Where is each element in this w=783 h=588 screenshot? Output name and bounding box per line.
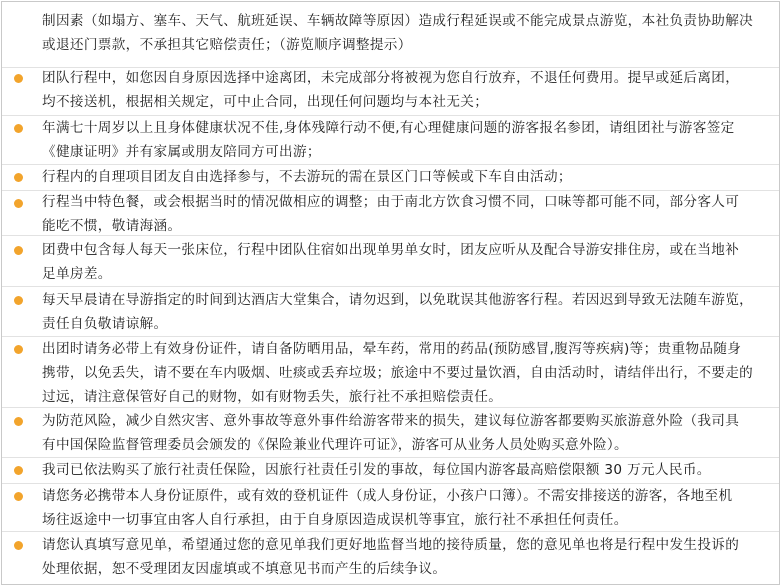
notice-item [2,532,779,585]
notice-text [42,116,774,164]
notice-line: 或退还门票款，不承担其它赔偿责任；（游览顺序调整提示） [42,37,412,53]
notice-text [42,409,774,457]
notice-item [2,2,779,68]
bullet-icon [14,124,23,133]
bullet-icon [14,466,23,475]
notice-item [2,165,779,191]
notice-item [2,191,779,236]
notice-line: 场往返途中一切事宜由客人自行承担，由于自身原因造成误机等事宜，旅行社不承担任何责任。 [42,512,628,528]
notice-text [42,484,774,532]
notice-line: 携带，以免丢失，请不要在车内吸烟、吐痰或丢弃垃圾；旅途中不要过量饮酒，自由活动时，请结伴出行，不要走的 [42,365,754,381]
notice-line: 行程当中特色餐，或会根据当时的情况做相应的调整；由于南北方饮食习惯不同，口味等都可能不同，部分客人可 [42,194,740,210]
notice-line: 出团时请务必带上有效身份证件，请自备防晒用品，晕车药，常用的药品(预防感冒,腹泻等疾病)等；贵重物品随身 [42,341,742,357]
notice-text [42,337,774,409]
notice-line: 能吃不惯，敬请海涵。 [42,218,182,234]
bullet-icon [14,417,23,426]
notice-item [2,116,779,165]
bullet-icon [14,246,23,255]
notice-panel [1,1,780,585]
notice-item [2,458,779,484]
notice-line: 年满七十周岁以上且身体健康状况不佳,身体残障行动不便,有心理健康问题的游客报名参团，请组团社与游客签定 [42,120,735,136]
notice-line: 均不接送机，根据相关规定，可中止合同，出现任何问题均与本社无关； [42,94,489,110]
notice-item [2,287,779,337]
notice-line: 请您认真填写意见单，希望通过您的意见单我们更好地监督当地的接待质量，您的意见单也将是行程中发生投诉的 [42,537,740,553]
notice-item [2,236,779,287]
notice-text [42,66,774,114]
notice-line: 处理依据，恕不受理团友因虚填或不填意见书而产生的后续争议。 [42,561,447,577]
notice-line: 为防范风险，减少自然灾害、意外事故等意外事件给游客带来的损失，建议每位游客都要购买旅游意外险（我司具 [42,413,740,429]
notice-line: 足单房差。 [42,266,112,282]
notice-text [42,9,774,57]
notice-text [42,238,774,286]
notice-line: 制因素（如塌方、塞车、天气、航班延误、车辆故障等原因）造成行程延误或不能完成景点游览，本社负责协助解决 [42,13,754,29]
bullet-icon [14,74,23,83]
notice-text [42,288,774,336]
notice-item [2,337,779,408]
notice-line: 请您务必携带本人身份证原件，或有效的登机证件（成人身份证，小孩户口簿）。不需安排接送的游客，各地至机 [42,488,733,504]
notice-line: 过远，请注意保管好自己的财物，如有财物丢失，旅行社不承担赔偿责任。 [42,389,503,405]
notice-line: 每天早晨请在导游指定的时间到达酒店大堂集合，请勿迟到，以免耽误其他游客行程。若因迟到导致无法随车游览， [42,292,754,308]
notice-text [42,458,774,482]
notice-text [42,165,774,189]
bullet-icon [14,199,23,208]
bullet-icon [14,345,23,354]
notice-line: 团队行程中，如您因自身原因选择中途离团，未完成部分将被视为您自行放弃，不退任何费用。提早或延后离团， [42,70,740,86]
notice-text [42,533,774,581]
bullet-icon [14,541,23,550]
notice-line: 团费中包含每人每天一张床位，行程中团队住宿如出现单男单女时，团友应听从及配合导游安排住房，或在当地补 [42,242,740,258]
notice-item [2,484,779,532]
notice-line: 《健康证明》并有家属或朋友陪同方可出游； [42,144,321,160]
notice-line: 我司已依法购买了旅行社责任保险，因旅行社责任引发的事故，每位国内游客最高赔偿限额 30 万元人民币。 [42,462,711,478]
bullet-icon [14,173,23,182]
notice-line: 行程内的自理项目团友自由选择参与，不去游玩的需在景区门口等候或下车自由活动； [42,169,572,185]
notice-line: 有中国保险监督管理委员会颁发的《保险兼业代理许可证》，游客可从业务人员处购买意外险）。 [42,437,628,453]
notice-item [2,408,779,458]
bullet-icon [14,296,23,305]
notice-item [2,68,779,116]
bullet-icon [14,492,23,501]
notice-text [42,190,774,238]
notice-line: 责任自负敬请谅解。 [42,316,168,332]
